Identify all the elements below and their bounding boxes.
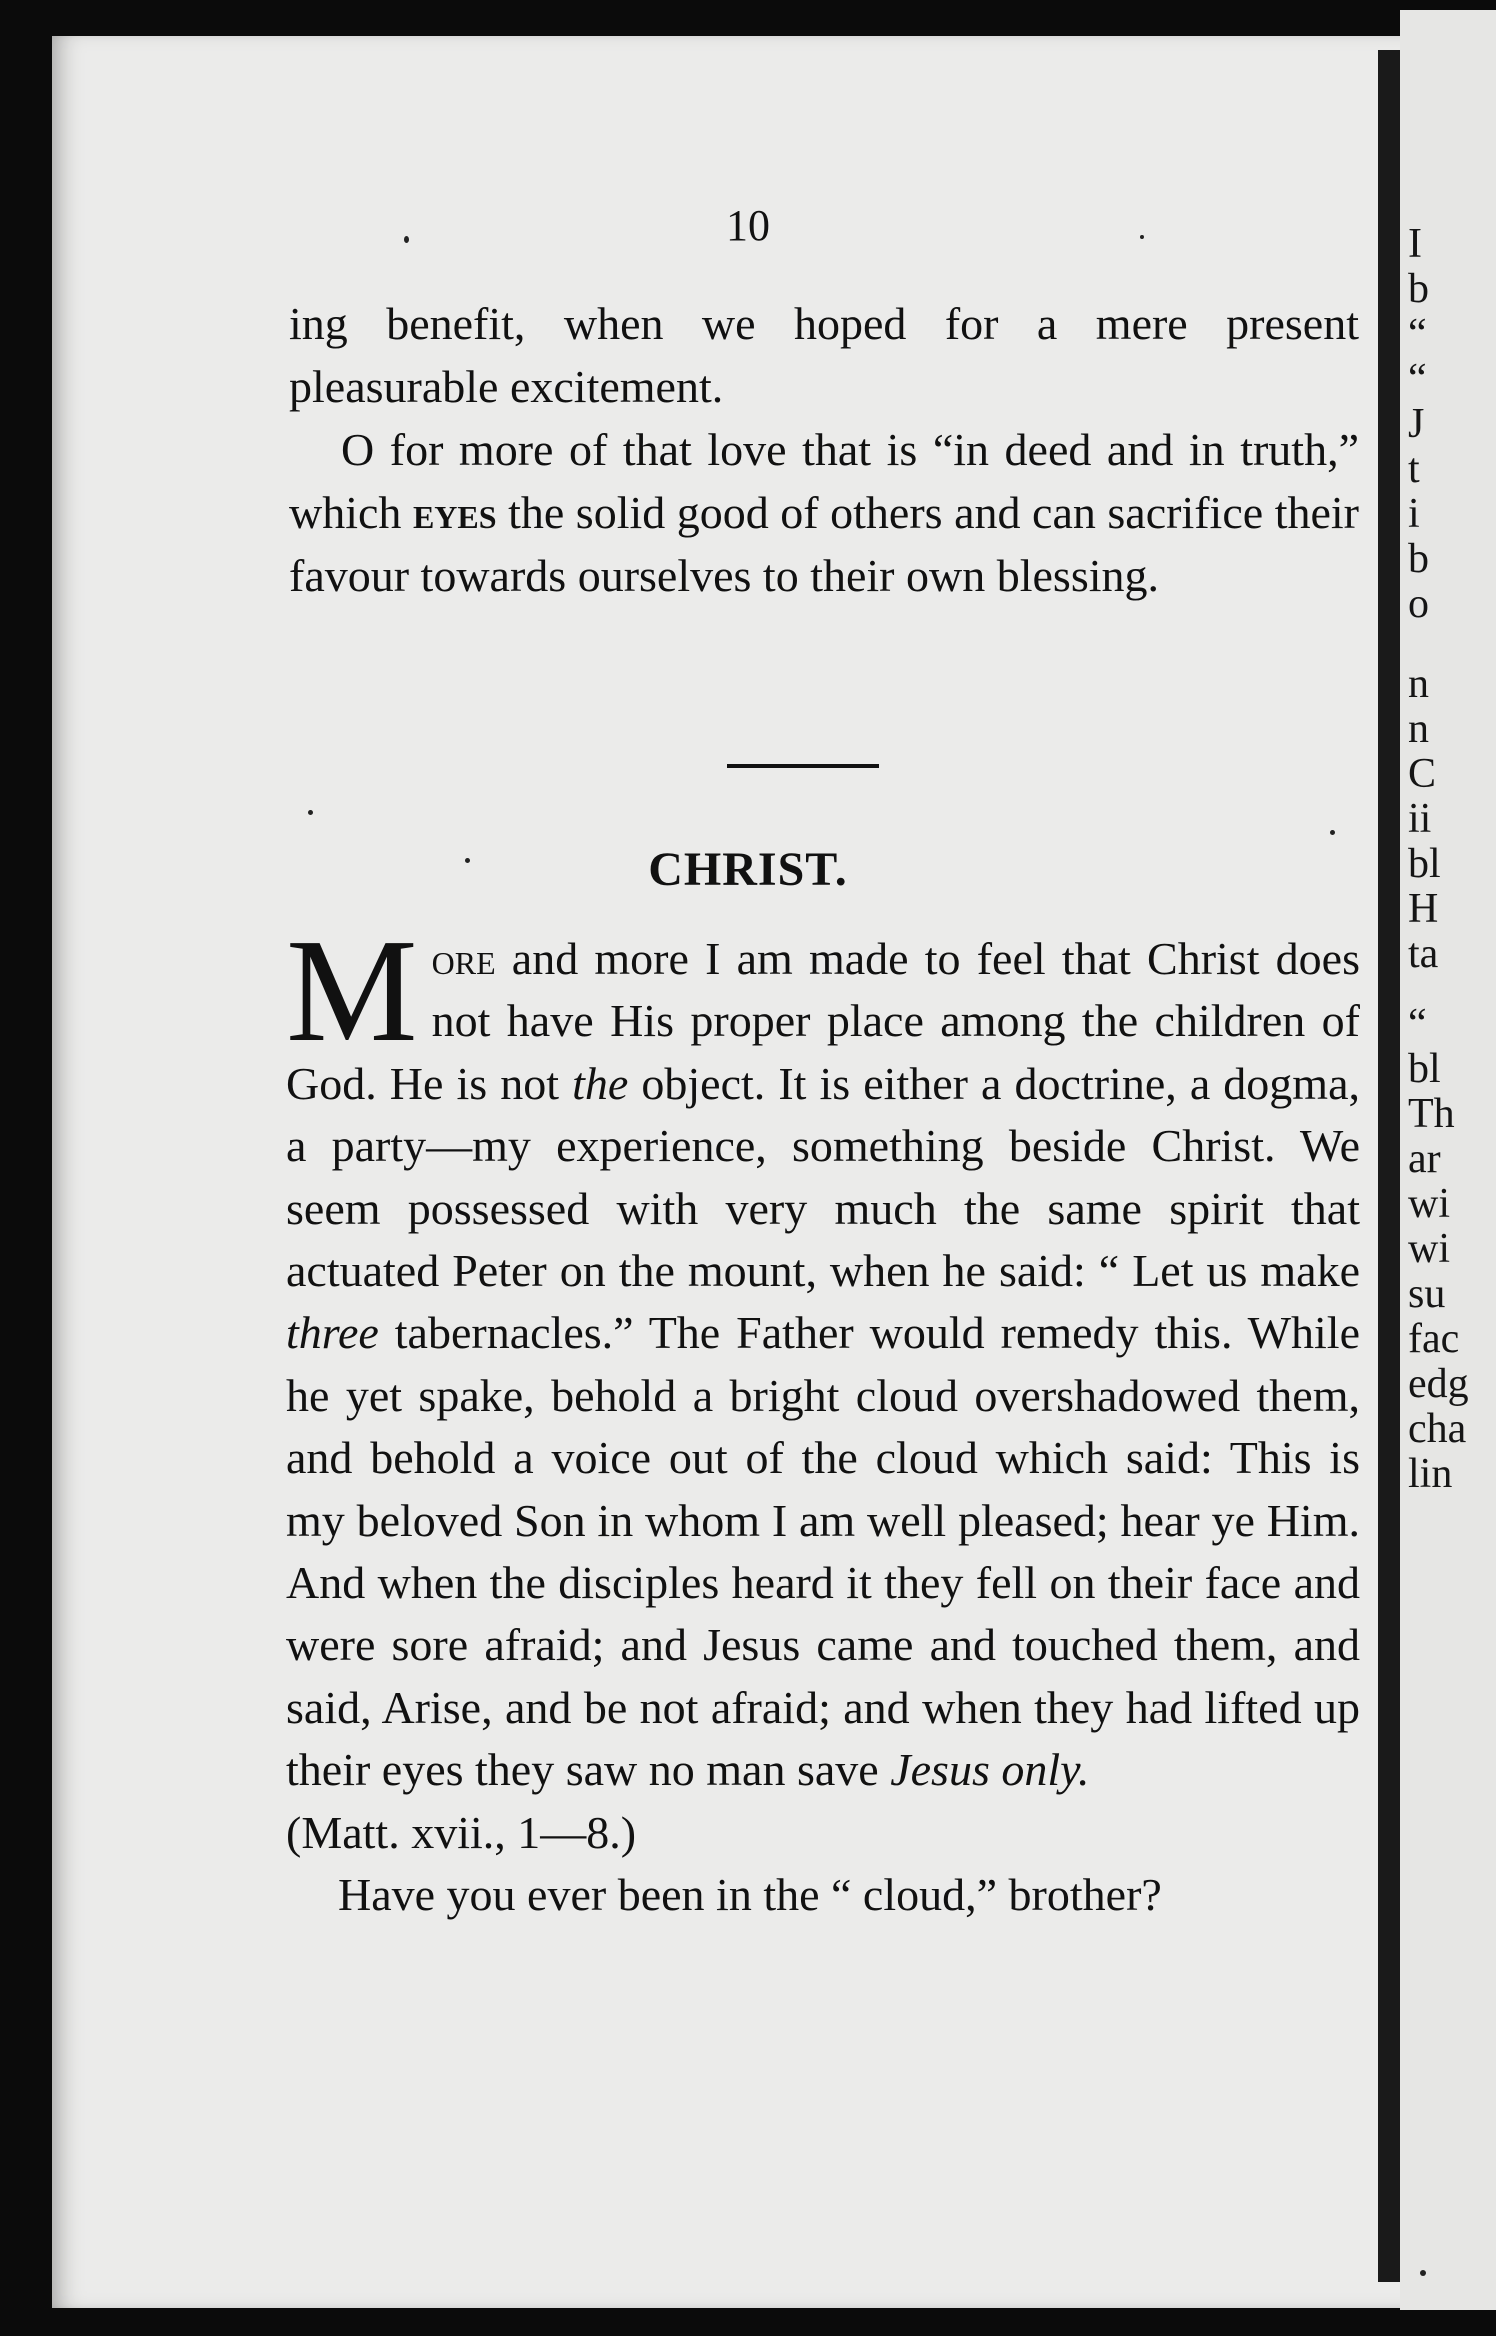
paragraph-love — [289, 418, 1359, 607]
paragraph-text: O for more of that love that is “in deed and in truth,” which — [289, 424, 1359, 538]
adjacent-page-edge — [1400, 10, 1496, 2310]
adjacent-fragment: bl — [1408, 1046, 1441, 1092]
emphasis-eyes: eyes — [412, 487, 497, 538]
adjacent-fragment: cha — [1408, 1406, 1467, 1452]
adjacent-fragment: ii — [1408, 796, 1432, 842]
adjacent-fragment: “ — [1408, 356, 1427, 402]
adjacent-fragment: “ — [1408, 1001, 1427, 1047]
section-text: and more I am made to feel that Christ does not have His proper place among the children of God. He is not — [286, 933, 1360, 1109]
adjacent-fragment: wi — [1408, 1226, 1450, 1272]
adjacent-fragment: b — [1408, 536, 1429, 582]
page-gutter-shadow — [1378, 50, 1400, 2282]
drop-cap: M — [286, 909, 418, 1073]
adjacent-fragment: wi — [1408, 1181, 1450, 1227]
print-speck — [1140, 235, 1144, 239]
section-heading: CHRIST. — [648, 843, 848, 896]
adjacent-fragment: ar — [1408, 1136, 1441, 1182]
adjacent-fragment: I — [1408, 221, 1422, 267]
italic-the: the — [572, 1057, 629, 1109]
adjacent-fragment: H — [1408, 886, 1439, 932]
adjacent-fragment: fac — [1408, 1316, 1460, 1362]
print-speck — [308, 810, 313, 815]
adjacent-fragment: Th — [1408, 1091, 1455, 1137]
adjacent-fragment: C — [1408, 751, 1437, 797]
opening-text — [289, 292, 1359, 607]
scripture-citation: (Matt. xvii., 1—8.) — [286, 1806, 637, 1858]
print-speck — [404, 236, 409, 243]
print-speck — [1420, 2270, 1426, 2276]
paragraph-continuation: ing benefit, when we hoped for a mere present pleasurable excitement. — [289, 298, 1359, 412]
print-speck — [1330, 830, 1335, 835]
adjacent-fragment: t — [1408, 446, 1420, 492]
adjacent-fragment: n — [1408, 706, 1429, 752]
section-paragraph — [286, 909, 1360, 1802]
adjacent-fragment: lin — [1408, 1451, 1453, 1497]
section-divider — [727, 764, 879, 768]
italic-three: three — [286, 1307, 379, 1359]
adjacent-fragment: “ — [1408, 311, 1427, 357]
adjacent-fragment: n — [1408, 661, 1429, 707]
print-speck — [465, 858, 470, 863]
first-word: ore — [431, 933, 496, 984]
adjacent-fragment: su — [1408, 1271, 1446, 1317]
adjacent-fragment: edg — [1408, 1361, 1469, 1407]
paragraph-text: the solid good of others and can sacrifice their favour towards ourselves to their own blessing. — [289, 487, 1359, 601]
section-text: object. It is either a doctrine, a dogma, a party—my experience, something beside Christ. We seem possessed with very much the same spirit that actuated Peter on the mount, when he said: “ Let us make — [286, 1057, 1360, 1297]
section-text: tabernacles.” The Father would remedy this. While he yet spake, behold a bright cloud overshadowed them, and behold a voice out of the cloud which said: This is my beloved Son in whom I am well pleased; hear ye Him. And when the disciples heard it they fell on their face and were sore afraid; and Jesus came and touched them, and said, Arise, and be not afraid; and when they had lifted up their eyes they saw no man save — [286, 1307, 1360, 1796]
italic-jesus-only: Jesus only. — [890, 1744, 1090, 1796]
adjacent-fragment: o — [1408, 581, 1429, 627]
closing-question: Have you ever been in the “ cloud,” brother? — [338, 1869, 1162, 1921]
adjacent-fragment: bl — [1408, 841, 1441, 887]
adjacent-fragment: b — [1408, 266, 1429, 312]
section-body — [286, 909, 1360, 1927]
adjacent-fragment: i — [1408, 491, 1420, 537]
adjacent-fragment: J — [1408, 401, 1425, 447]
page-number: 10 — [726, 201, 770, 250]
adjacent-fragment: ta — [1408, 931, 1439, 977]
